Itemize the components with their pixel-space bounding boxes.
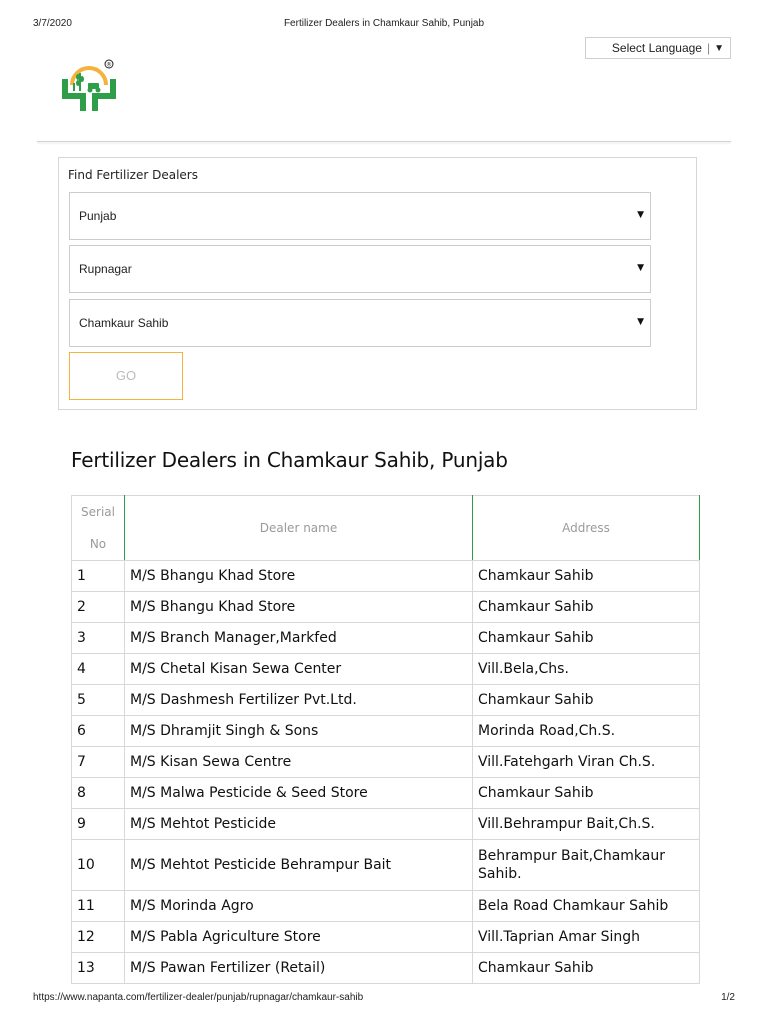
cell-serial: 3 (72, 623, 125, 654)
language-select[interactable] (585, 37, 731, 59)
cell-dealer-name: M/S Branch Manager,Markfed (125, 623, 473, 654)
print-page-number: 1/2 (721, 992, 735, 1003)
cell-address: Chamkaur Sahib (473, 561, 700, 592)
column-header-dealer-name: Dealer name (125, 496, 473, 561)
cell-address: Bela Road Chamkaur Sahib (473, 891, 700, 922)
cell-address: Chamkaur Sahib (473, 953, 700, 984)
column-header-serial (72, 496, 125, 561)
table-row (72, 922, 700, 953)
cell-address: Vill.Behrampur Bait,Ch.S. (473, 809, 700, 840)
table-row (72, 747, 700, 778)
cell-serial: 4 (72, 654, 125, 685)
column-header-address: Address (473, 496, 700, 561)
block-select[interactable] (69, 299, 651, 347)
print-date: 3/7/2020 (33, 18, 72, 29)
table-row (72, 716, 700, 747)
table-row (72, 953, 700, 984)
cell-serial: 11 (72, 891, 125, 922)
caret-down-icon: ▼ (637, 317, 644, 327)
cell-address: Chamkaur Sahib (473, 592, 700, 623)
caret-down-icon: ▼ (637, 210, 644, 220)
cell-address: Vill.Bela,Chs. (473, 654, 700, 685)
table-row (72, 592, 700, 623)
cell-address: Chamkaur Sahib (473, 623, 700, 654)
table-row (72, 654, 700, 685)
cell-serial: 7 (72, 747, 125, 778)
serial-header-line1: Serial (81, 505, 115, 519)
cell-address: Chamkaur Sahib (473, 685, 700, 716)
cell-dealer-name: M/S Dhramjit Singh & Sons (125, 716, 473, 747)
cell-dealer-name: M/S Pabla Agriculture Store (125, 922, 473, 953)
cell-serial: 13 (72, 953, 125, 984)
cell-dealer-name: M/S Bhangu Khad Store (125, 592, 473, 623)
district-select-value: Rupnagar (79, 262, 132, 276)
cell-dealer-name: M/S Mehtot Pesticide Behrampur Bait (125, 840, 473, 891)
site-logo[interactable] (58, 57, 120, 113)
cell-serial: 6 (72, 716, 125, 747)
registered-mark: ® (106, 61, 112, 69)
language-select-divider: | (706, 41, 711, 55)
table-header-row (72, 496, 700, 561)
table-row (72, 685, 700, 716)
print-header (0, 18, 768, 32)
print-footer (0, 992, 768, 1006)
print-title: Fertilizer Dealers in Chamkaur Sahib, Punjab (283, 18, 485, 29)
finder-title: Find Fertilizer Dealers (68, 168, 198, 182)
cell-address: Morinda Road,Ch.S. (473, 716, 700, 747)
state-select-value: Punjab (79, 209, 117, 223)
cell-serial: 5 (72, 685, 125, 716)
cell-serial: 10 (72, 840, 125, 891)
header-divider (37, 141, 731, 142)
cell-dealer-name: M/S Mehtot Pesticide (125, 809, 473, 840)
cell-dealer-name: M/S Bhangu Khad Store (125, 561, 473, 592)
cell-dealer-name: M/S Malwa Pesticide & Seed Store (125, 778, 473, 809)
table-row (72, 840, 700, 891)
state-select[interactable] (69, 192, 651, 240)
table-row (72, 623, 700, 654)
page-title: Fertilizer Dealers in Chamkaur Sahib, Punjab (71, 448, 508, 472)
print-url: https://www.napanta.com/fertilizer-dealer/punjab/rupnagar/chamkaur-sahib (33, 992, 364, 1003)
go-button[interactable]: GO (69, 352, 183, 400)
cell-serial: 1 (72, 561, 125, 592)
table-row (72, 891, 700, 922)
cell-address: Chamkaur Sahib (473, 778, 700, 809)
cell-serial: 9 (72, 809, 125, 840)
cell-dealer-name: M/S Pawan Fertilizer (Retail) (125, 953, 473, 984)
caret-down-icon: ▼ (637, 263, 644, 273)
district-select[interactable] (69, 245, 651, 293)
cell-address: Vill.Taprian Amar Singh (473, 922, 700, 953)
logo-icon (58, 57, 120, 113)
cell-serial: 8 (72, 778, 125, 809)
cell-dealer-name: M/S Chetal Kisan Sewa Center (125, 654, 473, 685)
table-body (72, 561, 700, 984)
table-row (72, 561, 700, 592)
dealer-finder-panel (58, 157, 697, 410)
cell-serial: 2 (72, 592, 125, 623)
cell-address: Vill.Fatehgarh Viran Ch.S. (473, 747, 700, 778)
cell-dealer-name: M/S Kisan Sewa Centre (125, 747, 473, 778)
cell-address: Behrampur Bait,Chamkaur Sahib. (473, 840, 700, 891)
dealers-table (71, 495, 700, 984)
block-select-value: Chamkaur Sahib (79, 316, 169, 330)
cell-dealer-name: M/S Dashmesh Fertilizer Pvt.Ltd. (125, 685, 473, 716)
table-row (72, 809, 700, 840)
caret-down-icon: ▼ (714, 42, 724, 54)
table-row (72, 778, 700, 809)
serial-header-line2: No (89, 537, 107, 551)
cell-dealer-name: M/S Morinda Agro (125, 891, 473, 922)
language-select-label: Select Language (611, 41, 702, 55)
cell-serial: 12 (72, 922, 125, 953)
